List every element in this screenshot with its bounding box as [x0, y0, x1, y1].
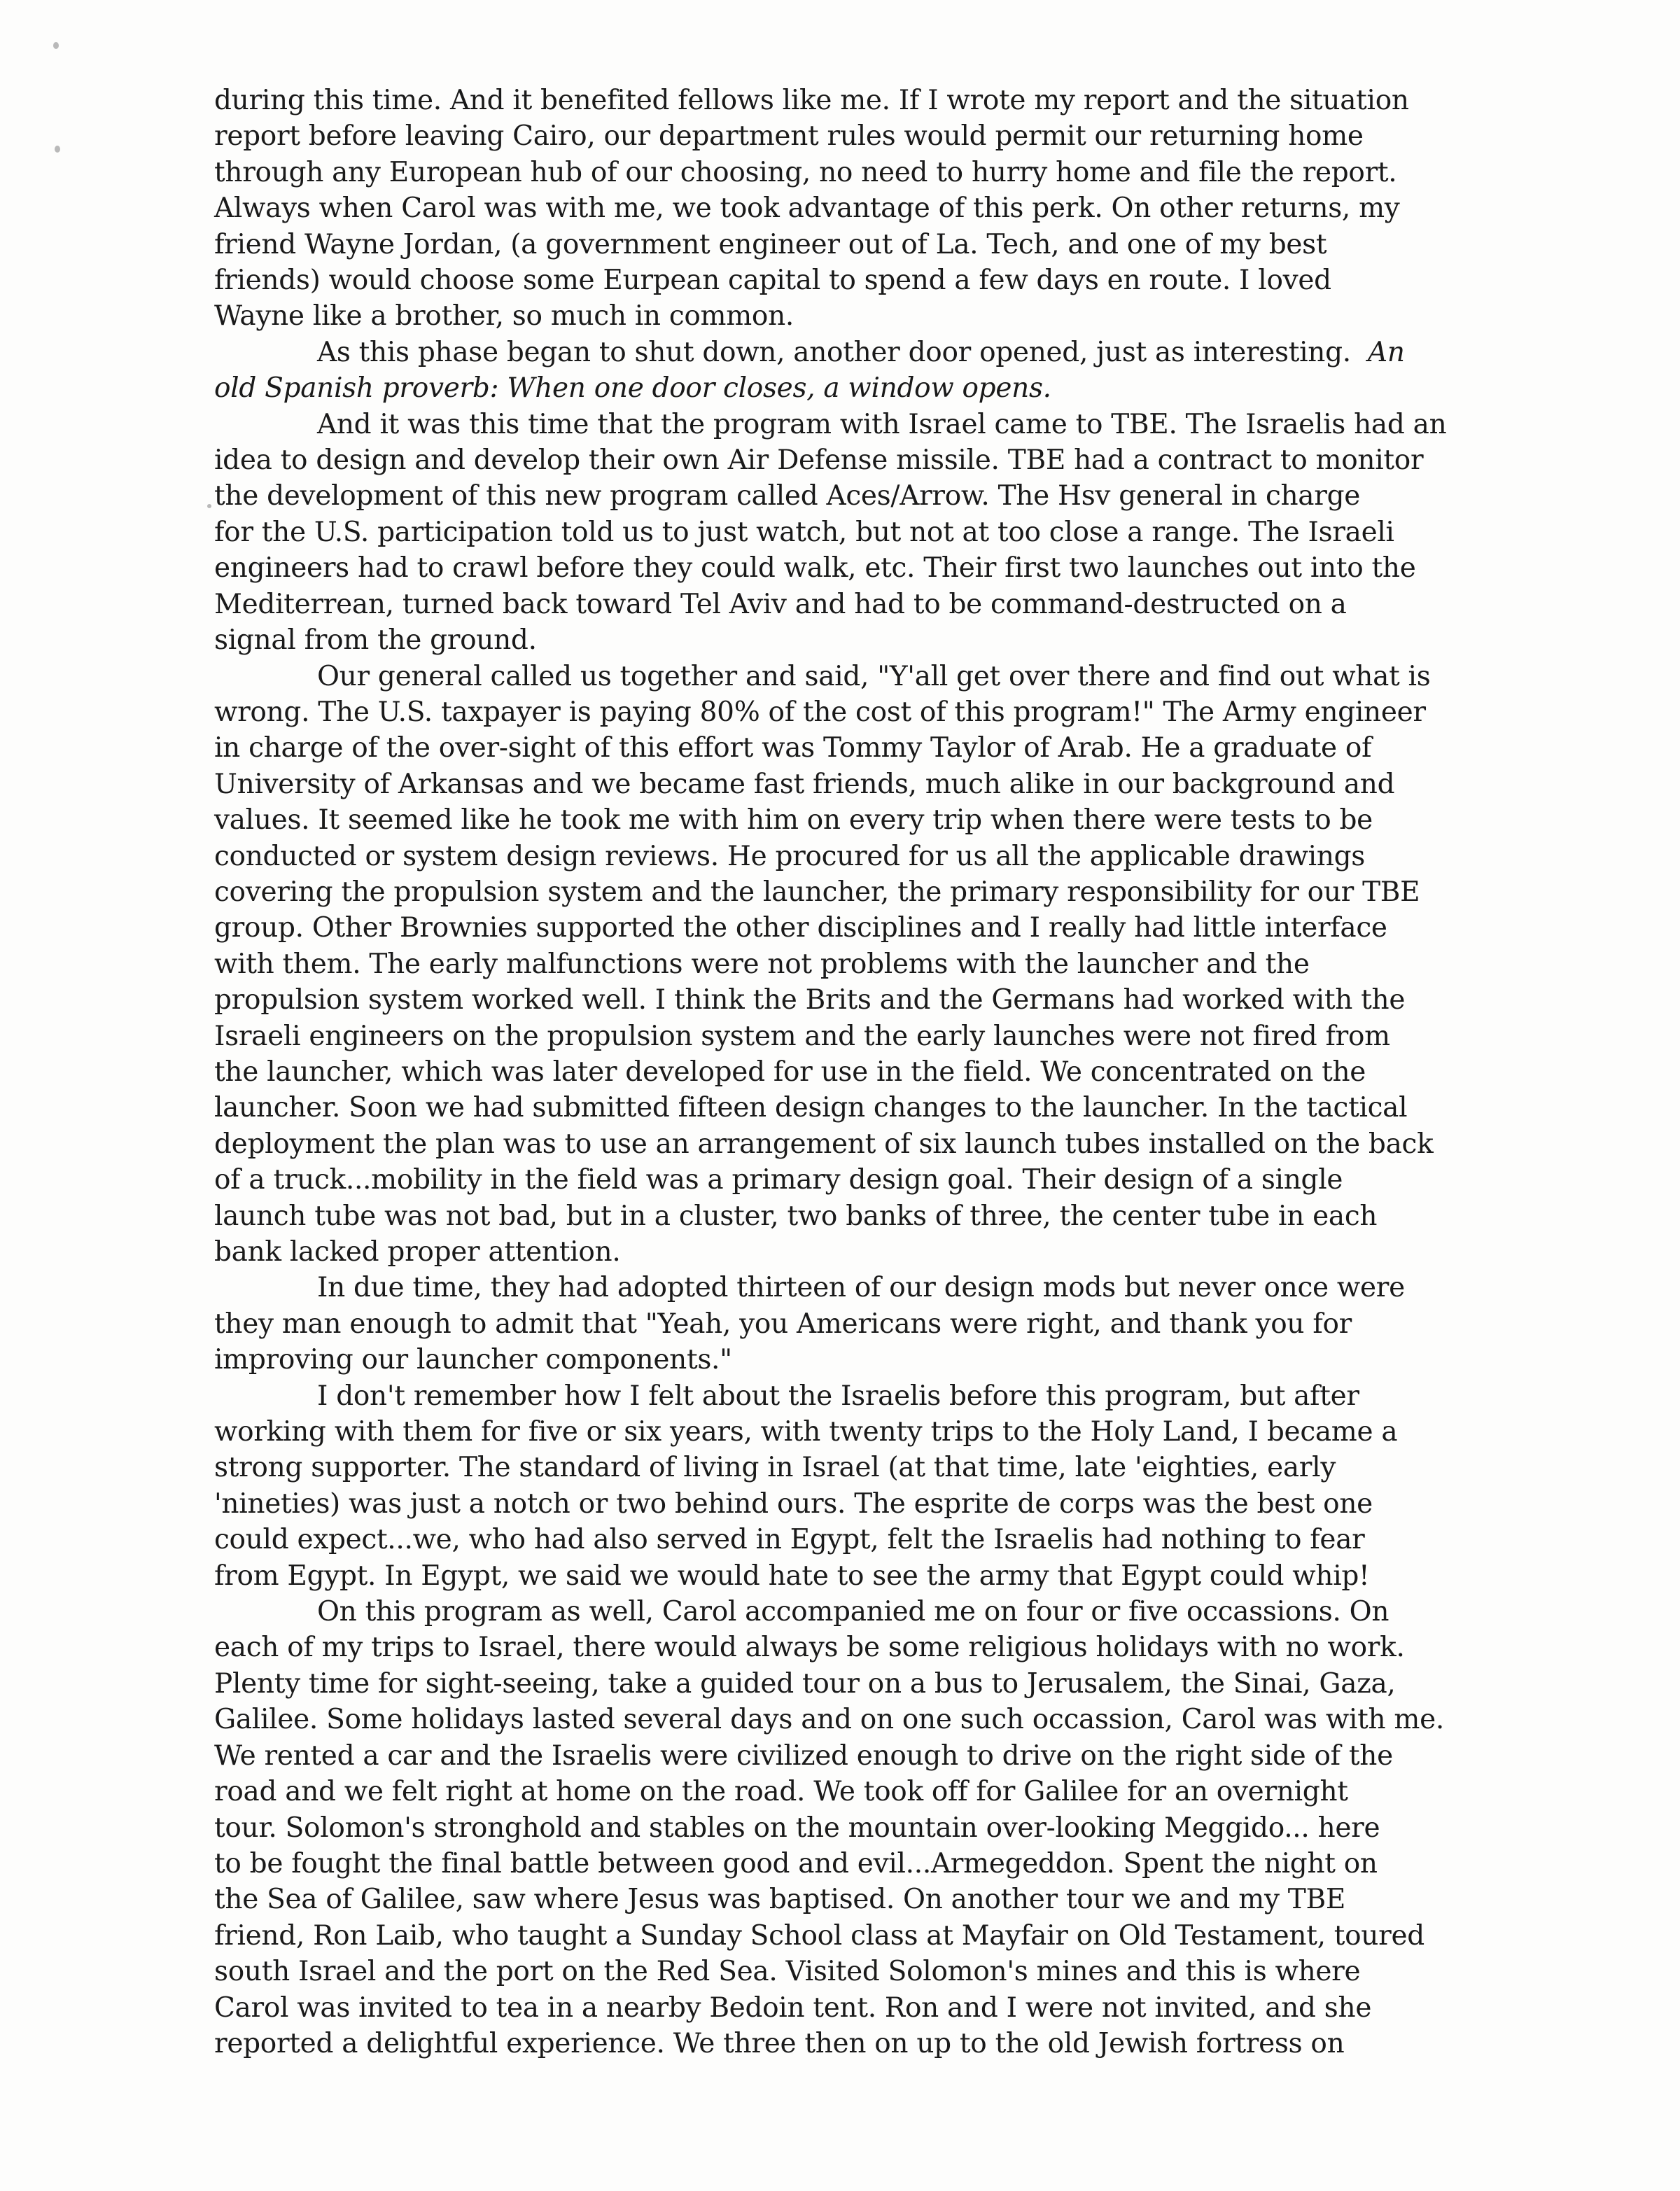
text-line: covering the propulsion system and the launcher, the primary responsibility for our TBE	[214, 876, 1420, 908]
text-line: I don't remember how I felt about the Israelis before this program, but after	[317, 1380, 1359, 1412]
text-line: Mediterrean, turned back toward Tel Aviv and had to be command-destructed on a	[214, 588, 1347, 620]
text-line: could expect...we, who had also served in Egypt, felt the Israelis had nothing to fear	[214, 1524, 1365, 1556]
text-line: each of my trips to Israel, there would always be some religious holidays with no work.	[214, 1632, 1405, 1664]
text-line: road and we felt right at home on the road. We took off for Galilee for an overnight	[214, 1776, 1348, 1808]
proverb-start: An	[1368, 336, 1405, 368]
paragraph-6	[214, 1378, 1525, 1594]
paragraph-1	[214, 83, 1525, 335]
text-line: Carol was invited to tea in a nearby Bedoin tent. Ron and I were not invited, and she	[214, 1991, 1372, 2024]
paragraph-3	[214, 407, 1525, 659]
text-line: Israeli engineers on the propulsion system and the early launches were not fired from	[214, 1020, 1390, 1052]
text-line: with them. The early malfunctions were not problems with the launcher and the	[214, 948, 1310, 980]
text-line-roman: As this phase began to shut down, another door opened, just as interesting.	[317, 336, 1351, 368]
text-line: improving our launcher components."	[214, 1344, 732, 1376]
text-line: the launcher, which was later developed for use in the field. We concentrated on the	[214, 1056, 1366, 1088]
proverb-line: old Spanish proverb: When one door closes, a window opens.	[214, 372, 1051, 405]
paragraph-4	[214, 659, 1525, 1270]
text-line: from Egypt. In Egypt, we said we would hate to see the army that Egypt could whip!	[214, 1560, 1370, 1592]
text-line: Our general called us together and said, "Y'all get over there and find out what is	[317, 660, 1431, 692]
text-line: engineers had to crawl before they could walk, etc. Their first two launches out into the	[214, 552, 1416, 584]
text-line: the development of this new program called Aces/Arrow. The Hsv general in charge	[214, 480, 1361, 512]
text-line: to be fought the final battle between good and evil...Armegeddon. Spent the night on	[214, 1847, 1378, 1879]
text-line: launcher. Soon we had submitted fifteen design changes to the launcher. In the tactical	[214, 1092, 1408, 1124]
text-line: University of Arkansas and we became fast friends, much alike in our background and	[214, 768, 1395, 800]
text-line: 'nineties) was just a notch or two behind ours. The esprite de corps was the best one	[214, 1488, 1373, 1520]
text-line: On this program as well, Carol accompanied me on four or five occassions. On	[317, 1596, 1390, 1628]
text-line: We rented a car and the Israelis were civilized enough to drive on the right side of the	[214, 1740, 1393, 1772]
text-line: group. Other Brownies supported the other disciplines and I really had little interface	[214, 912, 1387, 944]
paragraph-7	[214, 1594, 1525, 2062]
text-line: during this time. And it benefited fellows like me. If I wrote my report and the situation	[214, 85, 1409, 116]
margin-speck	[53, 42, 59, 49]
text-line: strong supporter. The standard of living in Israel (at that time, late 'eighties, early	[214, 1452, 1336, 1484]
margin-speck	[207, 504, 211, 508]
text-line: And it was this time that the program with Israel came to TBE. The Israelis had an	[317, 408, 1447, 440]
text-line: conducted or system design reviews. He procured for us all the applicable drawings	[214, 840, 1366, 872]
margin-speck	[55, 146, 60, 153]
text-line: idea to design and develop their own Air Defense missile. TBE had a contract to monitor	[214, 444, 1424, 477]
text-line: tour. Solomon's stronghold and stables on the mountain over-looking Meggido... here	[214, 1812, 1380, 1844]
text-line: deployment the plan was to use an arrangement of six launch tubes installed on the back	[214, 1128, 1434, 1160]
text-line: Galilee. Some holidays lasted several days and on one such occassion, Carol was with me.	[214, 1704, 1444, 1736]
text-line: of a truck...mobility in the field was a primary design goal. Their design of a single	[214, 1164, 1343, 1196]
text-line: friend, Ron Laib, who taught a Sunday School class at Mayfair on Old Testament, toured	[214, 1919, 1424, 1952]
text-line: in charge of the over-sight of this effort was Tommy Taylor of Arab. He a graduate of	[214, 732, 1372, 764]
paragraph-5	[214, 1270, 1525, 1378]
text-line: In due time, they had adopted thirteen of our design mods but never once were	[317, 1272, 1405, 1304]
text-line: working with them for five or six years, with twenty trips to the Holy Land, I became a	[214, 1416, 1398, 1448]
text-line: south Israel and the port on the Red Sea. Visited Solomon's mines and this is where	[214, 1956, 1361, 1988]
text-line: propulsion system worked well. I think the Brits and the Germans had worked with the	[214, 984, 1406, 1016]
text-line: bank lacked proper attention.	[214, 1236, 621, 1268]
text-line: reported a delightful experience. We three then on up to the old Jewish fortress on	[214, 2027, 1345, 2059]
body-text	[214, 83, 1525, 2062]
text-line: Wayne like a brother, so much in common.	[214, 300, 794, 332]
text-line: friend Wayne Jordan, (a government engineer out of La. Tech, and one of my best	[214, 228, 1327, 260]
text-line: Plenty time for sight-seeing, take a guided tour on a bus to Jerusalem, the Sinai, Gaza,	[214, 1667, 1396, 1700]
text-line: report before leaving Cairo, our department rules would permit our returning home	[214, 120, 1364, 153]
text-line: Always when Carol was with me, we took advantage of this perk. On other returns, my	[214, 192, 1400, 225]
text-line: friends) would choose some Eurpean capital to spend a few days en route. I loved	[214, 265, 1331, 297]
paragraph-2	[214, 335, 1525, 407]
text-line	[214, 335, 1525, 370]
text-line: through any European hub of our choosing, no need to hurry home and file the report.	[214, 156, 1397, 188]
text-line: launch tube was not bad, but in a cluster, two banks of three, the center tube in each	[214, 1200, 1378, 1232]
text-line: for the U.S. participation told us to just watch, but not at too close a range. The Israeli	[214, 516, 1394, 548]
text-line: signal from the ground.	[214, 624, 537, 657]
text-line: they man enough to admit that "Yeah, you Americans were right, and thank you for	[214, 1308, 1352, 1340]
text-line: values. It seemed like he took me with him on every trip when there were tests to be	[214, 804, 1373, 836]
text-line: wrong. The U.S. taxpayer is paying 80% of the cost of this program!" The Army engineer	[214, 696, 1426, 728]
text-line: the Sea of Galilee, saw where Jesus was baptised. On another tour we and my TBE	[214, 1884, 1346, 1916]
